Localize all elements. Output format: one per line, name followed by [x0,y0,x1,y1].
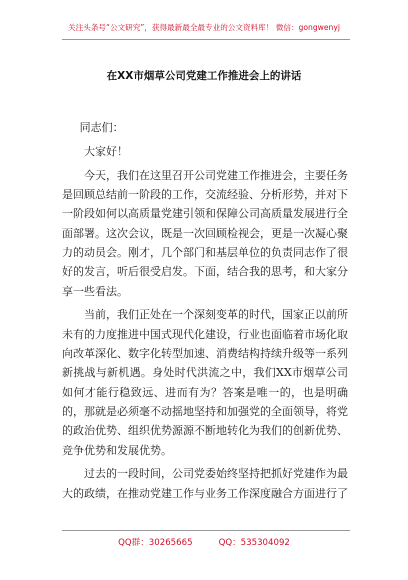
footer-qq-group: QQ群：30265665 [118,538,193,548]
paragraph: 今天，我们在这里召开公司党建工作推进会，主要任务是回顾总结前一阶段的工作，交流经验、分析形势，并对下一阶段如何以高质量党建引领和保障公司高质量发展进行全面部署。这次会议，既是一次回顾检视会，更是一次凝心聚力的动员会。刚才，几个部门和基层单位的负责同志作了很好的发言，听后很受启发。下面，结合我的思考，和大家分享一些看法。 [62,168,348,298]
footer-contact [0,536,408,548]
footer-divider [62,530,350,531]
header-banner: 关注头条号“公文研究”，获得最新最全最专业的公文资料库！ 微信：gongwenyj [68,23,340,32]
header-divider [62,39,350,40]
paragraph: 当前，我们正处在一个深刻变革的时代，国家正以前所未有的力度推进中国式现代化建设，行业也面临着市场化取向改革深化、数字化转型加速、消费结构持续升级等一系列新挑战与新机遇。身处时代洪流之中，我们XX市烟草公司如何才能行稳致远、进而有为？答案是唯一的，也是明确的，那就是必须毫不动摇地坚持和加强党的全面领导，将党的政治优势、组织优势源源不断地转化为我们的创新优势、竞争优势和发展优势。 [62,308,348,457]
document-body [62,118,348,508]
footer-qq: QQ：535304092 [218,538,290,548]
greeting: 大家好！ [84,144,128,158]
salutation: 同志们： [79,121,124,134]
paragraph: 过去的一段时间，公司党委始终坚持把抓好党建作为最大的政绩，在推动党建工作与业务工作深度融合方面进行了 [62,467,348,500]
document-title: 在XX市烟草公司党建工作推进会上的讲话 [106,70,302,82]
